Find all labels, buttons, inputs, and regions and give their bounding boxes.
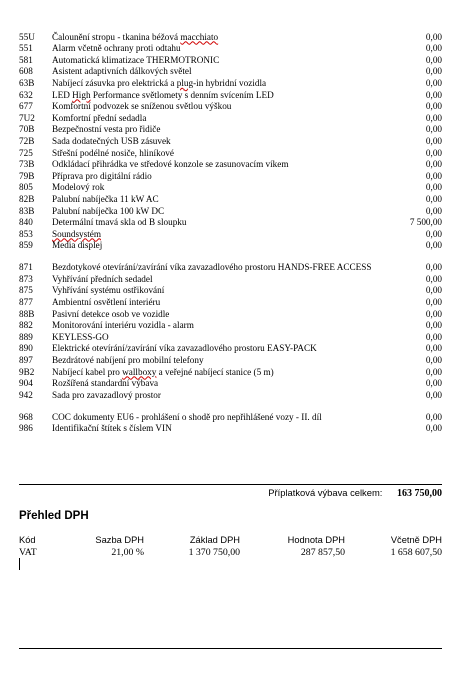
equipment-table xyxy=(19,30,442,433)
equipment-price: 0,00 xyxy=(425,297,442,308)
equipment-row xyxy=(19,330,442,342)
equipment-price: 0,00 xyxy=(425,101,442,112)
equipment-row xyxy=(19,53,442,65)
vat-header-row xyxy=(19,535,442,547)
equipment-row xyxy=(19,388,442,400)
equipment-description xyxy=(52,88,372,100)
equipment-row xyxy=(19,192,442,204)
vat-code: VAT xyxy=(19,547,37,558)
equipment-code: 88B xyxy=(19,308,35,319)
total-separator xyxy=(19,484,442,485)
equipment-price: 0,00 xyxy=(425,343,442,354)
equipment-row xyxy=(19,272,442,284)
equipment-price: 0,00 xyxy=(425,240,442,251)
equipment-description xyxy=(52,134,372,146)
description-text: Odkládací přihrádka ve středové konzole se zasunovacím víkem xyxy=(52,159,289,170)
equipment-row xyxy=(19,250,442,272)
equipment-price: 0,00 xyxy=(425,378,442,389)
equipment-price: 0,00 xyxy=(425,193,442,204)
equipment-row xyxy=(19,111,442,123)
vat-header-code: Kód xyxy=(19,535,36,545)
description-text: Pasivní detekce osob ve vozidle xyxy=(52,308,170,319)
equipment-code: 82B xyxy=(19,193,35,204)
equipment-description xyxy=(52,204,372,216)
equipment-price: 0,00 xyxy=(425,89,442,100)
description-text: Elektrické otevírání/zavírání víka zavazadlového prostoru EASY-PACK xyxy=(52,343,317,354)
equipment-description xyxy=(52,216,372,228)
vat-header-amount: Hodnota DPH xyxy=(287,535,345,545)
equipment-code: 859 xyxy=(19,240,33,251)
equipment-description xyxy=(52,123,372,135)
equipment-price: 0,00 xyxy=(425,135,442,146)
equipment-description xyxy=(52,169,372,181)
equipment-price: 0,00 xyxy=(425,43,442,54)
equipment-price: 0,00 xyxy=(425,182,442,193)
equipment-row xyxy=(19,227,442,239)
description-text: Bezdotykové otevírání/zavírání víka zavazadlového prostoru HANDS-FREE ACCESS xyxy=(52,262,372,273)
description-text: Determální tmavá skla od B sloupku xyxy=(52,217,187,228)
equipment-row xyxy=(19,422,442,434)
equipment-description xyxy=(52,158,372,170)
equipment-description xyxy=(52,295,372,307)
equipment-price: 0,00 xyxy=(425,308,442,319)
equipment-row xyxy=(19,365,442,377)
equipment-code: 7U2 xyxy=(19,112,35,123)
equipment-description xyxy=(52,192,372,204)
equipment-row xyxy=(19,100,442,112)
equipment-price: 0,00 xyxy=(425,124,442,135)
vat-overview-table xyxy=(19,535,442,559)
equipment-row xyxy=(19,30,442,42)
equipment-price: 0,00 xyxy=(425,285,442,296)
description-text: Komfortní podvozek se sníženou světlou výškou xyxy=(52,101,232,112)
description-text-rest: -in hybridní vozidla xyxy=(193,77,267,88)
equipment-price: 0,00 xyxy=(425,31,442,42)
equipment-description xyxy=(52,111,372,123)
equipment-row xyxy=(19,42,442,54)
equipment-description xyxy=(52,146,372,158)
equipment-code: 904 xyxy=(19,378,33,389)
equipment-price: 0,00 xyxy=(425,366,442,377)
equipment-description xyxy=(52,307,372,319)
equipment-description xyxy=(52,100,372,112)
description-text: Vyhřívání předních sedadel xyxy=(52,273,153,284)
vat-header-total: Včetně DPH xyxy=(390,535,442,545)
equipment-code: 725 xyxy=(19,147,33,158)
equipment-code: 968 xyxy=(19,411,33,422)
footer-separator xyxy=(19,648,442,649)
equipment-code: 853 xyxy=(19,228,33,239)
equipment-price: 0,00 xyxy=(425,228,442,239)
description-text: Asistent adaptivních dálkových světel xyxy=(52,66,192,77)
equipment-price: 0,00 xyxy=(425,320,442,331)
description-text: Střešní podélné nosiče, hliníkové xyxy=(52,147,174,158)
equipment-price: 0,00 xyxy=(425,423,442,434)
description-text: COC dokumenty EU6 - prohlášení o shodě pro nepřihlášené vozy - II. díl xyxy=(52,411,322,422)
equipment-row xyxy=(19,342,442,354)
description-text-rest: a veřejné nabíjecí stanice (5 m) xyxy=(156,366,274,377)
equipment-code: 632 xyxy=(19,89,33,100)
description-text: Media displej xyxy=(52,240,103,251)
equipment-row xyxy=(19,319,442,331)
vat-overview-title: Přehled DPH xyxy=(19,510,89,522)
equipment-price: 0,00 xyxy=(425,355,442,366)
equipment-price: 0,00 xyxy=(425,66,442,77)
equipment-price: 0,00 xyxy=(425,159,442,170)
description-text: Sada pro zavazadlový prostor xyxy=(52,389,161,400)
equipment-code: 882 xyxy=(19,320,33,331)
equipment-row xyxy=(19,158,442,170)
equipment-price: 0,00 xyxy=(425,112,442,123)
equipment-row xyxy=(19,400,442,422)
description-text: Identifikační štítek s číslem VIN xyxy=(52,423,172,434)
equipment-row xyxy=(19,239,442,251)
equipment-row xyxy=(19,76,442,88)
description-text: Palubní nabíječka 11 kW AC xyxy=(52,193,159,204)
spellcheck-flagged-word: macchiato xyxy=(180,31,219,42)
equipment-code: 942 xyxy=(19,389,33,400)
description-text: Nabíjecí zásuvka pro elektrická a xyxy=(52,77,177,88)
equipment-price: 0,00 xyxy=(425,205,442,216)
description-text: Monitorování interiéru vozidla - alarm xyxy=(52,320,194,331)
equipment-description xyxy=(52,342,372,354)
equipment-description xyxy=(52,181,372,193)
equipment-price: 0,00 xyxy=(425,389,442,400)
equipment-price: 0,00 xyxy=(425,170,442,181)
equipment-code: 875 xyxy=(19,285,33,296)
equipment-total xyxy=(268,487,442,499)
equipment-code: 9B2 xyxy=(19,366,35,377)
equipment-description xyxy=(52,239,372,251)
equipment-description xyxy=(52,377,372,389)
equipment-code: 890 xyxy=(19,343,33,354)
description-text: Rozšířená standardní výbava xyxy=(52,378,159,389)
description-text: KEYLESS-GO xyxy=(52,331,109,342)
equipment-description xyxy=(52,250,372,272)
equipment-row xyxy=(19,169,442,181)
equipment-description xyxy=(52,319,372,331)
description-text: Bezpečnostní vesta pro řidiče xyxy=(52,124,161,135)
description-text: Čalounění stropu - tkanina béžová xyxy=(52,31,181,42)
vat-rate: 21,00 % xyxy=(111,547,144,558)
description-text: Alarm včetně ochrany proti odtahu xyxy=(52,43,181,54)
vat-base: 1 370 750,00 xyxy=(188,547,240,558)
equipment-code: 877 xyxy=(19,297,33,308)
equipment-code: 840 xyxy=(19,217,33,228)
equipment-description xyxy=(52,353,372,365)
equipment-code: 83B xyxy=(19,205,35,216)
description-text: Vyhřívání systému ostřikování xyxy=(52,285,165,296)
description-text: Palubní nabíječka 100 kW DC xyxy=(52,205,165,216)
equipment-code: 73B xyxy=(19,159,35,170)
equipment-row xyxy=(19,377,442,389)
equipment-code: 897 xyxy=(19,355,33,366)
equipment-description xyxy=(52,272,372,284)
equipment-row xyxy=(19,295,442,307)
equipment-code: 871 xyxy=(19,262,33,273)
description-text: Ambientní osvětlení interiéru xyxy=(52,297,161,308)
equipment-table-body xyxy=(19,30,442,433)
equipment-row xyxy=(19,284,442,296)
text-cursor[interactable] xyxy=(19,558,20,570)
description-text-rest: Performance světlomety s denním svícením LED xyxy=(90,89,274,100)
equipment-description xyxy=(52,42,372,54)
vat-value-row xyxy=(19,547,442,559)
total-value: 163 750,00 xyxy=(397,488,442,499)
spellcheck-flagged-word: wallboxy xyxy=(122,366,157,377)
description-text: Automatická klimatizace THERMOTRONIC xyxy=(52,54,220,65)
spellcheck-flagged-word: plug xyxy=(176,77,194,88)
equipment-description xyxy=(52,53,372,65)
equipment-description xyxy=(52,365,372,377)
equipment-code: 63B xyxy=(19,77,35,88)
equipment-row xyxy=(19,181,442,193)
equipment-description xyxy=(52,400,372,422)
equipment-description xyxy=(52,284,372,296)
equipment-price: 7 500,00 xyxy=(409,217,442,228)
equipment-description xyxy=(52,388,372,400)
spellcheck-flagged-word: High xyxy=(72,89,91,100)
equipment-description xyxy=(52,330,372,342)
equipment-row xyxy=(19,65,442,77)
vat-total: 1 658 607,50 xyxy=(390,547,442,558)
equipment-code: 873 xyxy=(19,273,33,284)
equipment-price: 0,00 xyxy=(425,262,442,273)
total-label: Příplatková výbava celkem: xyxy=(268,487,383,498)
equipment-code: 79B xyxy=(19,170,35,181)
equipment-code: 551 xyxy=(19,43,33,54)
equipment-description xyxy=(52,76,372,88)
vat-amount: 287 857,50 xyxy=(300,547,345,558)
equipment-description xyxy=(52,65,372,77)
equipment-row xyxy=(19,353,442,365)
equipment-code: 72B xyxy=(19,135,35,146)
equipment-price: 0,00 xyxy=(425,273,442,284)
description-text: Komfortní přední sedadla xyxy=(52,112,147,123)
description-text: Příprava pro digitální rádio xyxy=(52,170,152,181)
equipment-row xyxy=(19,146,442,158)
equipment-code: 70B xyxy=(19,124,35,135)
equipment-price: 0,00 xyxy=(425,54,442,65)
spellcheck-flagged-word: Soundsystém xyxy=(52,228,102,239)
description-text: LED xyxy=(52,89,73,100)
equipment-code: 55U xyxy=(19,31,35,42)
description-text: Modelový rok xyxy=(52,182,105,193)
equipment-price: 0,00 xyxy=(425,147,442,158)
description-text: Nabíjecí kabel pro xyxy=(52,366,123,377)
equipment-row xyxy=(19,204,442,216)
equipment-code: 608 xyxy=(19,66,33,77)
equipment-code: 581 xyxy=(19,54,33,65)
equipment-price: 0,00 xyxy=(425,331,442,342)
equipment-description xyxy=(52,422,372,434)
vat-header-rate: Sazba DPH xyxy=(95,535,144,545)
equipment-code: 986 xyxy=(19,423,33,434)
equipment-code: 805 xyxy=(19,182,33,193)
equipment-row xyxy=(19,307,442,319)
equipment-row xyxy=(19,216,442,228)
equipment-price: 0,00 xyxy=(425,411,442,422)
equipment-description xyxy=(52,227,372,239)
description-text: Bezdrátové nabíjení pro mobilní telefony xyxy=(52,355,204,366)
equipment-row xyxy=(19,123,442,135)
equipment-row xyxy=(19,134,442,146)
description-text: Sada dodatečných USB zásuvek xyxy=(52,135,171,146)
equipment-row xyxy=(19,88,442,100)
equipment-price: 0,00 xyxy=(425,77,442,88)
vat-header-base: Základ DPH xyxy=(189,535,240,545)
equipment-code: 677 xyxy=(19,101,33,112)
equipment-description xyxy=(52,30,372,42)
equipment-code: 889 xyxy=(19,331,33,342)
